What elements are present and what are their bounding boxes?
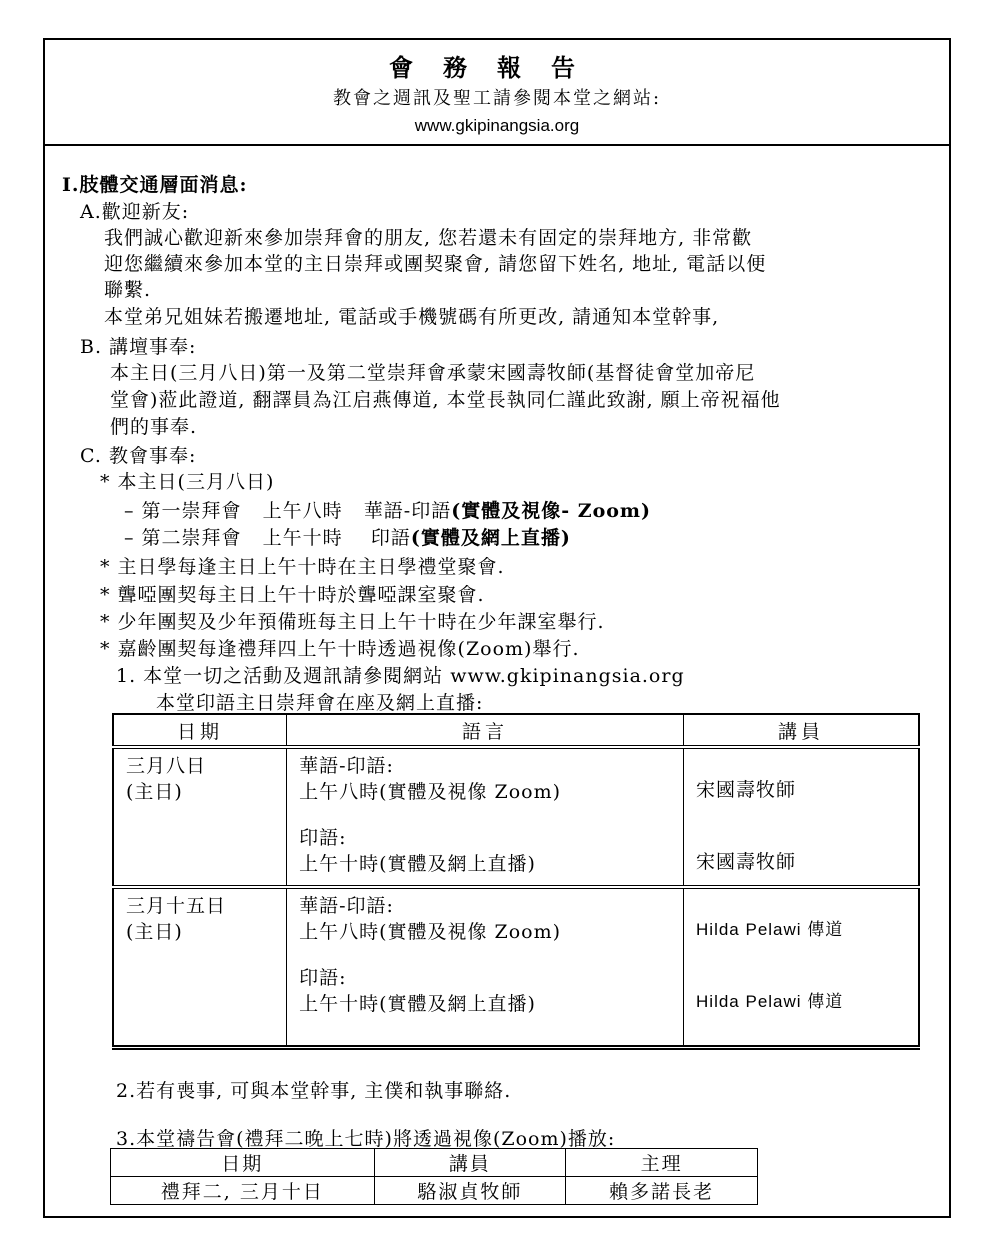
welcome-text-line: 聯繫. — [104, 279, 152, 301]
column-header: 講員 — [684, 714, 919, 747]
language-time: 上午十時(實體及網上直播) — [299, 853, 536, 875]
speaker: Hilda Pelawi 傳道 — [696, 992, 844, 1011]
activity-item: * 嘉齡團契每逢禮拜四上午十時透過視像(Zoom)舉行. — [100, 638, 580, 660]
welcome-text-line: 本堂弟兄姐妹若搬遷地址, 電話或手機號碼有所更改, 請通知本堂幹事, — [104, 306, 720, 328]
service-2-text: – 第二崇拜會 上午十時 印語 — [124, 527, 411, 549]
item-3-text: 3.本堂禱告會(禮拜二晚上七時)將透過視像(Zoom)播放: — [116, 1128, 616, 1150]
item-1-subline: 本堂印語主日崇拜會在座及網上直播: — [156, 692, 484, 714]
pulpit-text-line: 堂會)蒞此證道, 翻譯員為江启燕傳道, 本堂長執同仁謹此致謝, 願上帝祝福他 — [110, 389, 781, 411]
table-header-row — [113, 714, 919, 747]
table-row — [113, 887, 919, 1048]
column-header: 講員 — [374, 1149, 566, 1177]
page-subtitle: 教會之週訊及聖工請參閱本堂之網站: — [332, 88, 662, 109]
language-title: 華語-印語: — [299, 755, 394, 777]
column-header: 語言 — [287, 714, 684, 747]
column-header: 日期 — [113, 714, 287, 747]
table-cell: 賴多諾長老 — [566, 1177, 758, 1205]
date: 三月八日 — [126, 755, 207, 777]
speaker: 宋國壽牧師 — [696, 851, 797, 873]
item-2-text: 2.若有喪事, 可與本堂幹事, 主僕和執事聯絡. — [116, 1080, 512, 1102]
this-sunday-line: * 本主日(三月八日) — [100, 471, 275, 493]
language-time: 上午八時(實體及視像 Zoom) — [299, 921, 562, 943]
language-cell — [287, 887, 684, 1048]
prayer-meeting-table — [110, 1148, 758, 1205]
subsection-a-heading: A.歡迎新友: — [80, 201, 190, 223]
service-1-line — [124, 496, 651, 523]
report-header — [45, 40, 949, 146]
language-title: 印語: — [299, 827, 347, 849]
language-time: 上午十時(實體及網上直播) — [299, 993, 536, 1015]
table-header-row — [111, 1149, 758, 1177]
table-row — [111, 1177, 758, 1205]
date-cell — [113, 887, 287, 1048]
page-title: 會務報告 — [389, 53, 605, 82]
activity-item: * 聾啞團契每主日上午十時於聾啞課室聚會. — [100, 584, 485, 606]
item-1-line: 1. 本堂一切之活動及週訊請參閱網站 www.gkipinangsia.org — [116, 665, 685, 687]
column-header: 主理 — [566, 1149, 758, 1177]
service-1-mode: (實體及視像- Zoom) — [451, 500, 652, 522]
language-title: 華語-印語: — [299, 895, 394, 917]
table-cell: 駱淑貞牧師 — [374, 1177, 566, 1205]
language-time: 上午八時(實體及視像 Zoom) — [299, 781, 562, 803]
activity-item: * 少年團契及少年預備班每主日上午十時在少年課室舉行. — [100, 611, 605, 633]
pulpit-text-line: 們的事奉. — [110, 416, 198, 438]
subsection-c-heading: C. 教會事奉: — [80, 445, 197, 467]
welcome-text-line: 我們誠心歡迎新來參加崇拜會的朋友, 您若還未有固定的崇拜地方, 非常歡 — [104, 227, 753, 249]
speaker-cell — [684, 747, 919, 887]
language-cell — [287, 747, 684, 887]
table-cell: 禮拜二, 三月十日 — [111, 1177, 375, 1205]
service-1-text: – 第一崇拜會 上午八時 華語-印語 — [124, 500, 452, 522]
day: (主日) — [126, 781, 183, 803]
pulpit-text-line: 本主日(三月八日)第一及第二堂崇拜會承蒙宋國壽牧師(基督徒會堂加帝尼 — [110, 362, 756, 384]
date: 三月十五日 — [126, 895, 227, 917]
table-row — [113, 747, 919, 887]
subsection-b-heading: B. 講壇事奉: — [80, 336, 197, 358]
website-url: www.gkipinangsia.org — [414, 116, 580, 135]
speaker: Hilda Pelawi 傳道 — [696, 920, 844, 939]
activity-item: * 主日學每逢主日上午十時在主日學禮堂聚會. — [100, 556, 505, 578]
column-header: 日期 — [111, 1149, 375, 1177]
date-cell — [113, 747, 287, 887]
welcome-text-line: 迎您繼續來參加本堂的主日崇拜或團契聚會, 請您留下姓名, 地址, 電話以便 — [104, 253, 767, 275]
day: (主日) — [126, 921, 183, 943]
service-2-mode: (實體及網上直播) — [410, 527, 571, 549]
schedule-table — [112, 713, 920, 1050]
service-2-line — [124, 523, 571, 550]
section-heading: I.肢體交通層面消息: — [62, 174, 248, 196]
speaker-cell — [684, 887, 919, 1048]
speaker: 宋國壽牧師 — [696, 779, 797, 801]
language-title: 印語: — [299, 967, 347, 989]
